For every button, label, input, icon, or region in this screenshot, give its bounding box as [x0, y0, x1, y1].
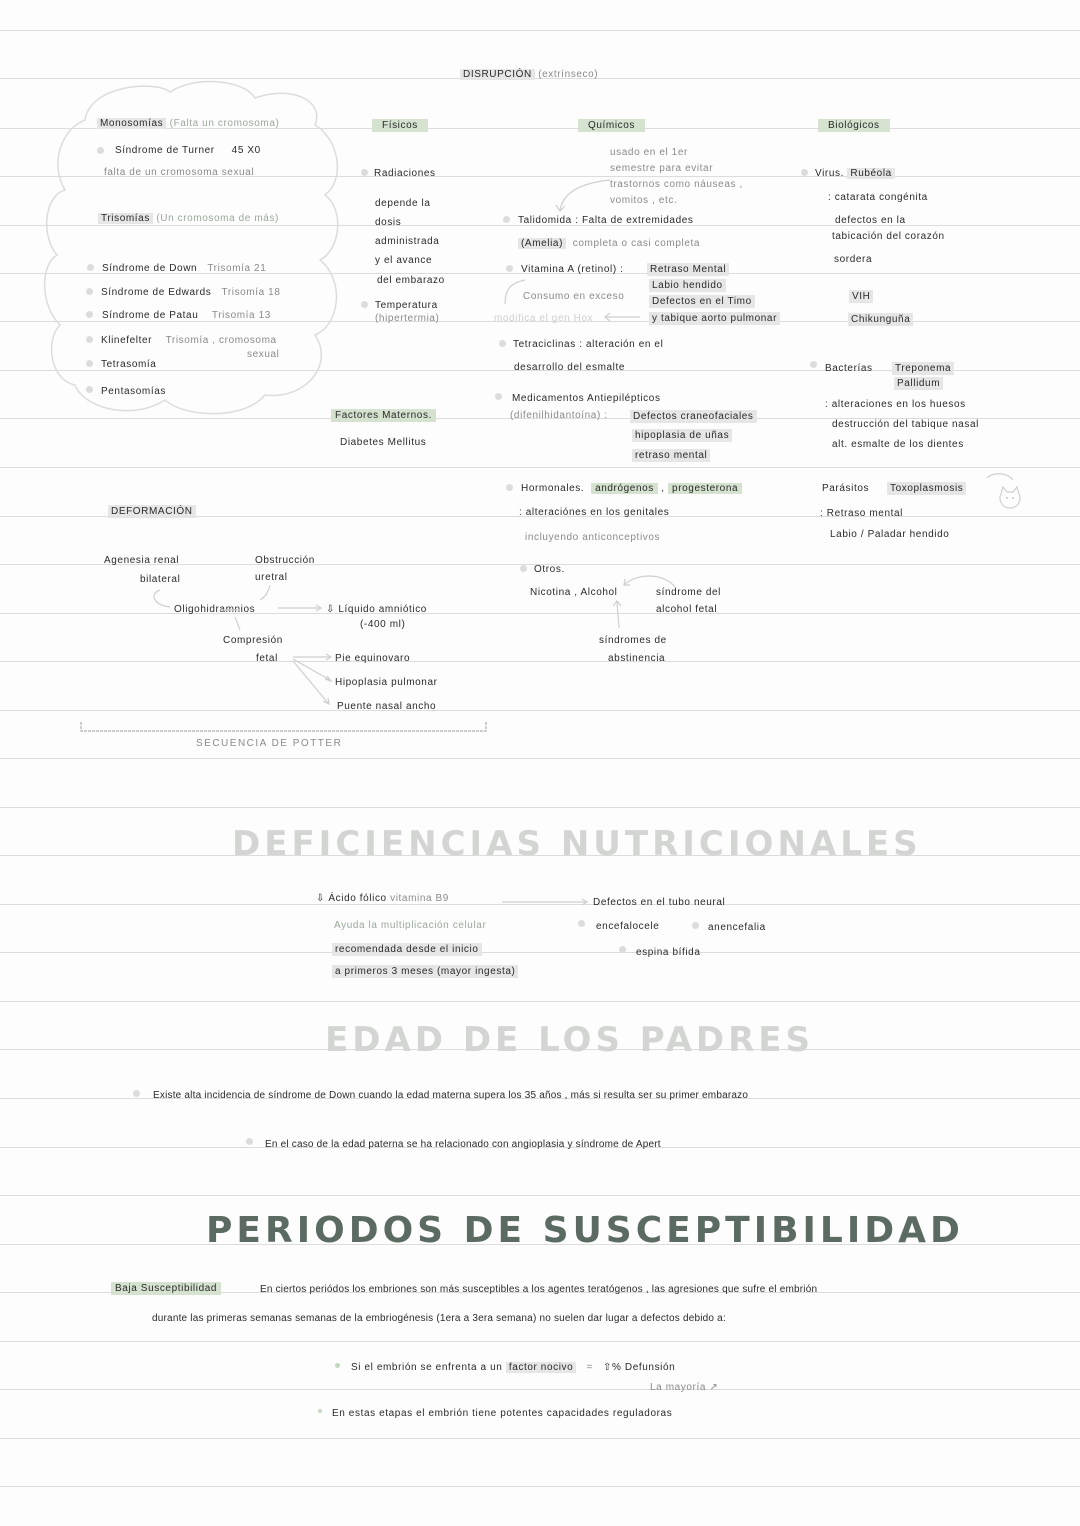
- bacterias-effect: alt. esmalte de los dientes: [832, 439, 964, 450]
- bacterias-effect: : alteraciones en los huesos: [825, 399, 966, 410]
- tetraciclinas-effect: desarrollo del esmalte: [514, 362, 626, 373]
- toxoplasmosis-item: Toxoplasmosis: [887, 482, 966, 495]
- ruled-line: [0, 1438, 1080, 1439]
- ruled-line: [0, 1486, 1080, 1487]
- temperatura-label: Temperatura: [375, 300, 438, 311]
- ruled-line: [0, 807, 1080, 808]
- baja-susceptibilidad-badge: Baja Susceptibilidad: [111, 1282, 221, 1295]
- rubeola-effect: tabicación del corazón: [832, 231, 945, 242]
- hormonales-note: incluyendo anticonceptivos: [525, 532, 661, 543]
- bullet-icon: [503, 216, 510, 223]
- bullet-icon: [619, 946, 626, 953]
- obstruccion-uretral: uretral: [255, 572, 288, 583]
- antiepileptic-effect: Defectos craneofaciales: [630, 410, 757, 423]
- biologicos-heading: Biológicos: [818, 119, 890, 132]
- hormonales-effect: : alteraciónes en los genitales: [519, 507, 670, 518]
- abstinencia: abstinencia: [608, 653, 666, 664]
- cat-doodle-icon: [985, 470, 1025, 515]
- obstruccion-uretral: Obstrucción: [255, 555, 315, 566]
- padres-title: EDAD DE LOS PADRES: [325, 1020, 815, 1060]
- neural-defect-item: anencefalia: [708, 922, 766, 933]
- bullet-icon: [361, 301, 368, 308]
- bullet-icon: [335, 1363, 340, 1368]
- parasitos-effect: : Retraso mental: [820, 508, 903, 519]
- otros-heading: Otros.: [534, 564, 565, 575]
- ruled-line: [0, 30, 1080, 31]
- turner-desc: falta de un cromosoma sexual: [104, 167, 255, 178]
- radiaciones-note: depende la: [375, 198, 431, 209]
- bullet-icon: [506, 484, 513, 491]
- vitamina-effect: y tabique aorto pulmonar: [649, 312, 780, 325]
- radiaciones-note: del embarazo: [377, 275, 445, 286]
- nicotina-alcohol: Nicotina , Alcohol: [530, 587, 618, 598]
- bullet-icon: [318, 1409, 322, 1413]
- bullet-icon: [361, 169, 368, 176]
- rubeola-effect: defectos en la: [835, 215, 906, 226]
- monosomias-heading: Monosomías (Falta un cromosoma): [97, 117, 279, 130]
- potter-effect: Puente nasal ancho: [337, 701, 437, 712]
- rubeola-effect: sordera: [834, 254, 873, 265]
- bullet-icon: [495, 393, 502, 400]
- bullet-icon: [246, 1138, 253, 1145]
- ruled-line: [0, 467, 1080, 468]
- antiepileptic-effect: retraso mental: [632, 449, 710, 462]
- deformacion-heading: DEFORMACIÓN: [108, 505, 196, 518]
- oligohidramnios: Oligohidramnios: [174, 604, 256, 615]
- agenesia-renal: Agenesia renal: [104, 555, 180, 566]
- tubo-neural-defectos: Defectos en el tubo neural: [593, 897, 726, 908]
- antiepilepticos-item: Medicamentos Antiepilépticos: [512, 393, 661, 404]
- bullet-icon: [86, 336, 93, 343]
- bullet-icon: [810, 361, 817, 368]
- vitamina-effect: Defectos en el Timo: [649, 295, 755, 308]
- amelia-item: (Amelia) completa o casi completa: [518, 237, 700, 250]
- radiaciones-label: Radiaciones: [374, 168, 436, 179]
- talidomida-note: semestre para evitar: [610, 163, 714, 174]
- arrow-down-outline-icon: ⇩: [326, 604, 335, 615]
- gen-hox-note: modifica el gen Hox: [494, 313, 594, 324]
- trisomy-item: Síndrome de Edwards Trisomía 18: [101, 287, 281, 298]
- tetraciclinas-item: Tetraciclinas : alteración en el: [513, 339, 664, 350]
- bullet-icon: [86, 288, 93, 295]
- abstinencia: síndromes de: [599, 635, 667, 646]
- bacterias-effect: destrucción del tabique nasal: [832, 419, 979, 430]
- acido-folico-recommendation: recomendada desde el inicio: [332, 943, 482, 956]
- periodos-title: PERIODOS DE SUSCEPTIBILIDAD: [206, 1210, 964, 1251]
- trisomy-item: Tetrasomía: [101, 359, 157, 370]
- padres-item: Existe alta incidencia de síndrome de Down cuando la edad materna supera los 35 años , más si resulta ser su primer embarazo: [153, 1090, 749, 1101]
- bullet-icon: [86, 360, 93, 367]
- radiaciones-note: administrada: [375, 236, 440, 247]
- trisomy-item: Síndrome de Down Trisomía 21: [102, 263, 267, 274]
- bullet-icon: [499, 340, 506, 347]
- fisicos-heading: Físicos: [372, 119, 428, 132]
- factor-nocivo-item: Si el embrión se enfrenta a un factor nocivo = ⇧% Defunsión: [351, 1362, 676, 1373]
- consumo-note: Consumo en exceso: [523, 291, 625, 302]
- radiaciones-note: dosis: [375, 217, 402, 228]
- talidomida-note: vomitos , etc.: [610, 195, 678, 206]
- ruled-line: [0, 1001, 1080, 1002]
- nutricion-title: DEFICIENCIAS NUTRICIONALES: [232, 824, 922, 864]
- arrow-left-icon: [602, 312, 642, 322]
- trisomy-item: Klinefelter Trisomía , cromosoma: [101, 335, 277, 346]
- rubeola-effect: : catarata congénita: [828, 192, 928, 203]
- trisomy-item: Síndrome de Patau Trisomía 13: [102, 310, 271, 321]
- bullet-icon: [506, 265, 513, 272]
- ruled-line: [0, 1341, 1080, 1342]
- maternos-heading: Factores Maternos.: [331, 409, 436, 422]
- bracket-line-icon: [80, 722, 490, 734]
- turner-item: Síndrome de Turner 45 X0: [115, 145, 261, 156]
- arrow-down-outline-icon: ⇩: [316, 893, 325, 904]
- neural-defect-item: encefalocele: [596, 921, 660, 932]
- la-mayoria-note: La mayoría ↗: [650, 1382, 719, 1393]
- neural-defect-item: espina bífida: [636, 947, 701, 958]
- acido-folico-recommendation: a primeros 3 meses (mayor ingesta): [332, 965, 518, 978]
- klinefelter-detail: sexual: [247, 349, 280, 360]
- compresion-fetal: fetal: [256, 653, 278, 664]
- ruled-line: [0, 758, 1080, 759]
- talidomida-item: Talidomida : Falta de extremidades: [518, 215, 694, 226]
- radiaciones-note: y el avance: [375, 255, 433, 266]
- ruled-line: [0, 952, 1080, 953]
- sindrome-alcohol: alcohol fetal: [656, 604, 718, 615]
- cloud-outline-icon: [45, 80, 375, 420]
- bullet-icon: [86, 386, 93, 393]
- sindrome-alcohol: síndrome del: [656, 587, 722, 598]
- capacidades-item: En estas etapas el embrión tiene potentes capacidades reguladoras: [332, 1408, 673, 1419]
- arrow-up-right-icon: ↗: [709, 1382, 719, 1393]
- periodos-text: durante las primeras semanas semanas de la embriogénesis (1era a 3era semana) no suelen dar lugar a defectos debido a:: [152, 1313, 726, 1324]
- vitamina-item: Vitamina A (retinol) :: [521, 264, 624, 275]
- virus-item: Virus. Rubéola: [815, 167, 895, 180]
- hormonales-item: Hormonales. andrógenos , progesterona: [521, 482, 742, 495]
- ruled-line: [0, 1195, 1080, 1196]
- bullet-icon: [692, 922, 699, 929]
- talidomida-note: usado en el 1er: [610, 147, 688, 158]
- curved-arrow-icon: [500, 278, 530, 308]
- bullet-icon: [87, 264, 94, 271]
- vitamina-effect: Retraso Mental: [647, 263, 729, 276]
- liquido-amniotico: ⇩ Líquido amniótico: [326, 604, 427, 615]
- arrow-right-icon: [500, 897, 590, 907]
- temperatura-note: (hipertermia): [375, 313, 440, 324]
- arrow-up-icon: [612, 600, 624, 630]
- curved-arrow-icon: [620, 572, 680, 592]
- bullet-icon: [520, 565, 527, 572]
- diabetes-item: Diabetes Mellitus: [340, 437, 427, 448]
- vih-item: VIH: [849, 290, 873, 303]
- secuencia-potter-label: SECUENCIA DE POTTER: [196, 738, 343, 749]
- bullet-icon: [133, 1090, 140, 1097]
- talidomida-note: trastornos como náuseas ,: [610, 179, 743, 190]
- difenil-note: (difenilhidantoína) :: [510, 410, 608, 421]
- chikungunya-item: Chikunguña: [848, 313, 913, 326]
- periodos-text: En ciertos periódos los embriones son más susceptibles a los agentes teratógenos , las agresiones que sufre el embrión: [260, 1284, 818, 1295]
- acido-folico-item: ⇩ Ácido fólico vitamina B9: [316, 893, 449, 904]
- bullet-icon: [86, 311, 93, 318]
- liquido-value: (-400 ml): [360, 619, 406, 630]
- disrupcion-heading: DISRUPCIÓN (extrínseco): [460, 68, 598, 81]
- potter-effect: Hipoplasia pulmonar: [335, 677, 438, 688]
- potter-effect: Pie equinovaro: [335, 653, 411, 664]
- quimicos-heading: Químicos: [578, 119, 645, 132]
- flow-arrows-icon: [80, 585, 500, 715]
- parasitos-effect: Labio / Paladar hendido: [830, 529, 950, 540]
- antiepileptic-effect: hipoplasia de uñas: [632, 429, 732, 442]
- padres-item: En el caso de la edad paterna se ha relacionado con angioplasia y síndrome de Apert: [265, 1139, 661, 1150]
- bullet-icon: [801, 169, 808, 176]
- arrow-up-outline-icon: ⇧: [603, 1362, 613, 1373]
- agenesia-renal: bilateral: [140, 574, 181, 585]
- compresion-fetal: Compresión: [223, 635, 283, 646]
- bacterias-item: Bacterías: [825, 363, 873, 374]
- bullet-icon: [578, 920, 585, 927]
- ruled-line: [0, 1389, 1080, 1390]
- trisomy-item: Pentasomías: [101, 386, 166, 397]
- vitamina-effect: Labio hendido: [649, 279, 726, 292]
- treponema-item: Treponema: [892, 362, 954, 375]
- curved-arrow-icon: [555, 175, 615, 215]
- pallidum-item: Pallidum: [894, 377, 943, 390]
- parasitos-item: Parásitos: [822, 483, 870, 494]
- bullet-icon: [97, 147, 104, 154]
- trisomias-heading: Trisomías (Un cromosoma de más): [98, 212, 279, 225]
- acido-folico-note: Ayuda la multiplicación celular: [334, 920, 487, 931]
